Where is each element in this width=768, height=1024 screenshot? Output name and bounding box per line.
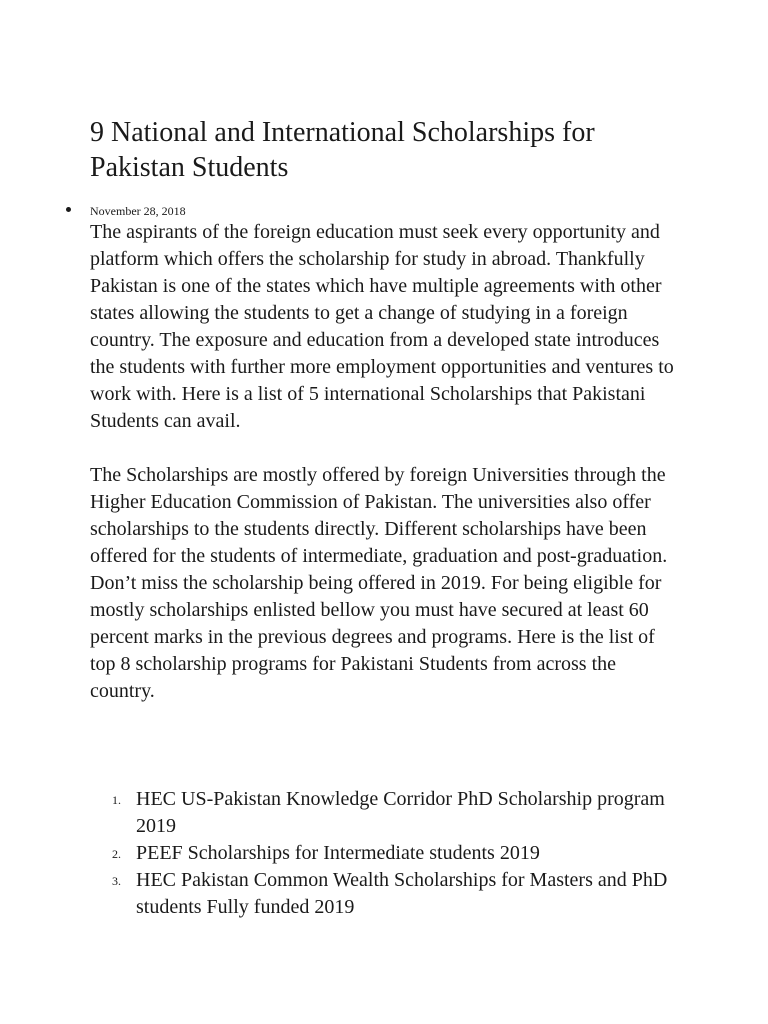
list-number: 3. <box>112 874 121 888</box>
list-item <box>90 867 680 921</box>
article-title: 9 National and International Scholarships for Pakistan Students <box>90 117 595 183</box>
list-number: 2. <box>112 847 121 861</box>
post-meta-list <box>90 203 680 705</box>
list-number: 1. <box>112 793 121 807</box>
bullet-icon <box>66 207 71 212</box>
list-item <box>90 786 680 840</box>
body-paragraph: The Scholarships are mostly offered by foreign Universities through the Higher Education Commission of Pakistan. The universities also offer scholarships to the students directly. Different scholarships have been offered for the students of intermediate, graduation and post-graduation. Don’t miss the scholarship being offered in 2019. For being eligible for mostly scholarships enlisted bellow you must have secured at least 60 percent marks in the previous degrees and programs. Here is the list of top 8 scholarship programs for Pakistani Students from across the country. <box>90 464 668 702</box>
intro-paragraph: The aspirants of the foreign education must seek every opportunity and platform which offers the scholarship for study in abroad. Thankfully Pakistan is one of the states which have multiple agreements with other states allowing the students to get a change of studying in a foreign country. The exposure and education from a developed state introduces the students with further more employment opportunities and ventures to work with. Here is a list of 5 international Scholarships that Pakistani Students can avail. <box>90 221 674 432</box>
list-item <box>90 840 680 867</box>
post-meta-item <box>90 203 680 705</box>
list-item-text: HEC Pakistan Common Wealth Scholarships for Masters and PhD students Fully funded 2019 <box>136 869 668 918</box>
post-date: November 28, 2018 <box>90 204 186 218</box>
list-item-text: HEC US-Pakistan Knowledge Corridor PhD Scholarship program 2019 <box>136 788 665 837</box>
list-item-text: PEEF Scholarships for Intermediate students 2019 <box>136 842 540 864</box>
scholarship-list <box>90 786 680 921</box>
